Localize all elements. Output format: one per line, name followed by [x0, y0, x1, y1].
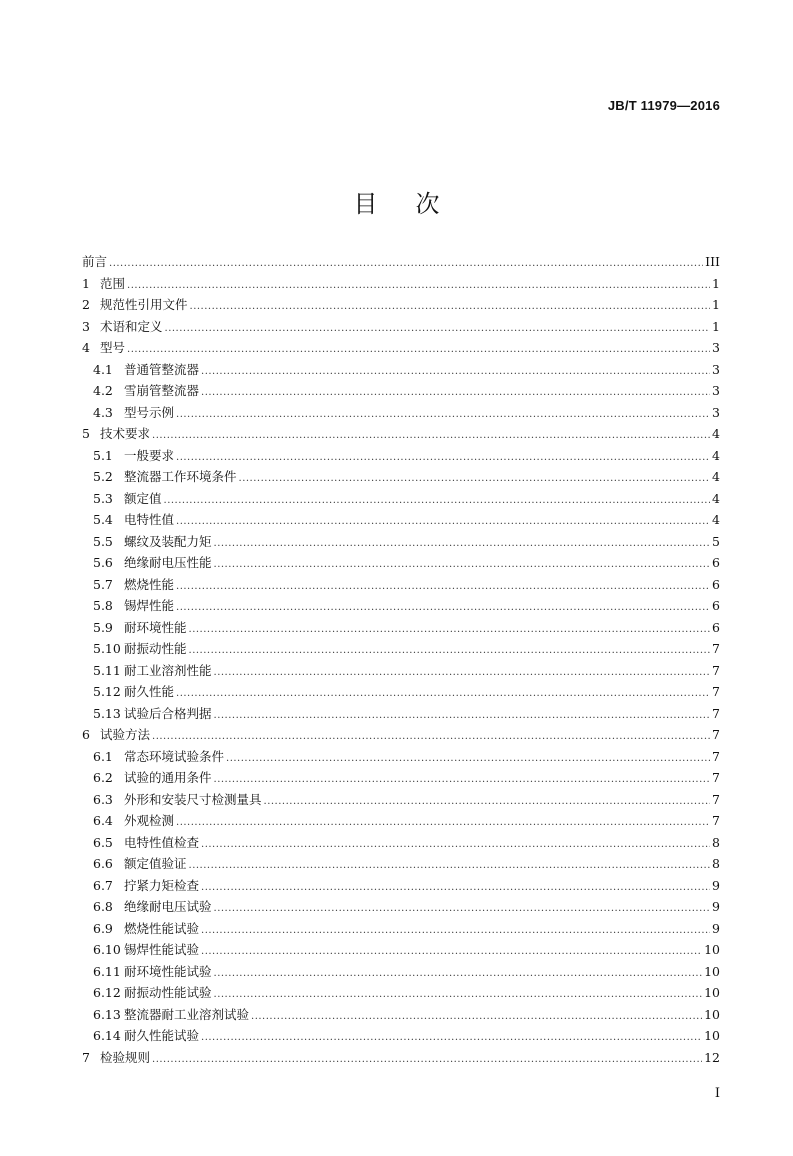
toc-entry-number: 6.4	[93, 813, 113, 828]
toc-entry-number: 6.2	[93, 770, 113, 785]
dot-leader	[189, 855, 710, 877]
dot-leader	[214, 662, 710, 684]
toc-entry-label: 常态环境试验条件	[124, 748, 225, 764]
toc-entry-page: 10	[704, 1028, 720, 1043]
toc-entry[interactable]	[82, 423, 720, 445]
toc-entry-number: 6.1	[93, 748, 113, 764]
toc-entry-number: 5.2	[93, 469, 113, 484]
toc-entry[interactable]	[82, 552, 720, 574]
dot-leader	[251, 1006, 702, 1028]
toc-entry-label: 外形和安装尺寸检测量具	[124, 791, 262, 807]
toc-entry-number: 5.3	[93, 490, 113, 506]
toc-entry[interactable]	[82, 703, 720, 725]
toc-entry-page: 7	[712, 791, 720, 807]
toc-entry-page: 6	[712, 555, 720, 570]
toc-entry-label: 耐久性能	[124, 684, 175, 699]
toc-entry-number: 5.7	[93, 576, 113, 592]
toc-entry-label: 雪崩管整流器	[124, 383, 200, 398]
toc-entry-page: 3	[712, 383, 720, 398]
dot-leader	[152, 726, 710, 748]
toc-entry-page: 12	[704, 1049, 720, 1065]
toc-entry-number: 5.10	[93, 641, 121, 656]
toc-entry-label: 整流器工作环境条件	[124, 469, 237, 484]
toc-entry-number: 5.13	[93, 705, 121, 721]
standard-code: JB/T 11979—2016	[607, 98, 720, 113]
toc-entry-label: 外观检测	[124, 813, 175, 828]
toc-entry[interactable]	[82, 509, 720, 531]
toc-entry-label: 范围	[100, 275, 126, 291]
toc-entry-label: 电特性值	[124, 512, 175, 527]
toc-entry-number: 6.10	[93, 942, 121, 957]
toc-entry-number: 3	[82, 318, 90, 334]
title-char-1: 目	[353, 190, 378, 218]
toc-entry-number: 6	[82, 727, 90, 742]
toc-entry-number: 4.3	[93, 404, 113, 420]
toc-entry-label: 锡焊性能试验	[124, 942, 200, 957]
toc-entry[interactable]	[82, 853, 720, 875]
toc-entry-page: 8	[712, 856, 720, 871]
dot-leader	[201, 834, 710, 856]
toc-entry-page: 4	[712, 512, 720, 527]
toc-entry-number: 5.11	[93, 662, 121, 678]
page-number: I	[714, 1086, 720, 1101]
dot-leader	[201, 877, 710, 899]
title-char-2: 次	[415, 190, 440, 218]
toc-entry-page: 7	[712, 705, 720, 721]
toc-entry-label: 术语和定义	[100, 318, 163, 334]
toc-entry[interactable]	[82, 380, 720, 402]
dot-leader	[214, 705, 710, 727]
toc-entry[interactable]	[82, 746, 720, 768]
dot-leader	[214, 898, 710, 920]
toc-entry[interactable]	[82, 961, 720, 983]
toc-entry-number: 4.1	[93, 361, 113, 377]
toc-entry-label: 技术要求	[100, 426, 151, 441]
toc-entry[interactable]	[82, 724, 720, 746]
toc-entry-number: 6.6	[93, 856, 113, 871]
toc-entry-number: 5.12	[93, 684, 121, 699]
toc-entry-page: 6	[712, 619, 720, 635]
toc-entry-page: 3	[712, 361, 720, 377]
dot-leader	[214, 533, 710, 555]
dot-leader	[189, 640, 710, 662]
toc-entry-number: 6.8	[93, 899, 113, 914]
toc-entry-label: 燃烧性能	[124, 576, 175, 592]
toc-entry-page: 5	[712, 533, 720, 549]
toc-entry[interactable]	[82, 488, 720, 510]
toc-entry[interactable]	[82, 875, 720, 897]
dot-leader	[109, 253, 703, 275]
toc-entry-page: 1	[712, 297, 720, 312]
toc-entry-page: 4	[712, 426, 720, 441]
toc-entry-page: 7	[712, 641, 720, 656]
toc-entry[interactable]	[82, 1047, 720, 1069]
toc-entry-page: 3	[712, 340, 720, 355]
toc-entry-label: 一般要求	[124, 447, 175, 463]
toc-entry-number: 5	[82, 426, 90, 441]
toc-entry-label: 燃烧性能试验	[124, 920, 200, 936]
dot-leader	[190, 296, 710, 318]
toc-entry-label: 型号	[100, 340, 126, 355]
toc-entry-label: 检验规则	[100, 1049, 151, 1065]
toc-entry[interactable]	[82, 1004, 720, 1026]
toc-entry-page: 4	[712, 447, 720, 463]
dot-leader	[176, 812, 710, 834]
toc-entry-page: 7	[712, 662, 720, 678]
toc-entry-label: 前言	[82, 254, 108, 269]
toc-entry-page: 9	[712, 899, 720, 914]
dot-leader	[176, 511, 710, 533]
toc-entry[interactable]	[82, 273, 720, 295]
dot-leader	[214, 984, 703, 1006]
toc-entry-page: 9	[712, 877, 720, 893]
dot-leader	[201, 1027, 702, 1049]
toc-entry-label: 螺纹及装配力矩	[124, 533, 212, 549]
toc-entry-page: 4	[712, 490, 720, 506]
toc-entry-label: 绝缘耐电压试验	[124, 899, 212, 914]
toc-entry[interactable]	[82, 896, 720, 918]
toc-entry-label: 额定值	[124, 490, 162, 506]
toc-entry[interactable]	[82, 251, 720, 273]
dot-leader	[201, 382, 710, 404]
toc-entry-page: 3	[712, 404, 720, 420]
toc-entry[interactable]	[82, 939, 720, 961]
toc-entry-page: 4	[712, 469, 720, 484]
toc-entry-label: 耐环境性能试验	[124, 963, 212, 979]
dot-leader	[226, 748, 710, 770]
toc-entry-number: 6.13	[93, 1006, 121, 1022]
toc-entry-label: 耐振动性能	[124, 641, 187, 656]
dot-leader	[176, 404, 710, 426]
toc-entry-label: 耐工业溶剂性能	[124, 662, 212, 678]
toc-entry-number: 7	[82, 1049, 90, 1065]
toc-entry-page: 10	[704, 963, 720, 979]
dot-leader	[214, 554, 710, 576]
toc-entry-number: 5.1	[93, 447, 113, 463]
toc-entry-number: 6.3	[93, 791, 113, 807]
dot-leader	[239, 468, 710, 490]
toc-entry[interactable]	[82, 982, 720, 1004]
toc-entry[interactable]	[82, 660, 720, 682]
toc-entry[interactable]	[82, 681, 720, 703]
toc-entry[interactable]	[82, 767, 720, 789]
dot-leader	[264, 791, 710, 813]
toc-entry-label: 试验的通用条件	[124, 770, 212, 785]
toc-entry-number: 1	[82, 275, 90, 291]
dot-leader	[164, 490, 710, 512]
dot-leader	[176, 447, 710, 469]
toc-entry-number: 2	[82, 297, 90, 312]
toc-entry-label: 型号示例	[124, 404, 175, 420]
dot-leader	[176, 683, 710, 705]
toc-entry[interactable]	[82, 789, 720, 811]
toc-entry-label: 耐久性能试验	[124, 1028, 200, 1043]
dot-leader	[152, 1049, 702, 1071]
toc-entry-page: 1	[712, 275, 720, 291]
toc-entry-label: 试验后合格判据	[124, 705, 212, 721]
toc-entry[interactable]	[82, 810, 720, 832]
toc-entry-number: 6.12	[93, 985, 121, 1000]
toc-entry-number: 4.2	[93, 383, 113, 398]
toc-entry-page: 7	[712, 748, 720, 764]
dot-leader	[201, 361, 710, 383]
toc-entry-label: 耐环境性能	[124, 619, 187, 635]
toc-entry-number: 6.5	[93, 834, 113, 850]
toc-entry[interactable]	[82, 617, 720, 639]
toc-entry-page: 7	[712, 770, 720, 785]
toc-entry-page: 9	[712, 920, 720, 936]
toc-entry[interactable]	[82, 359, 720, 381]
toc-entry-number: 5.9	[93, 619, 113, 635]
toc-entry[interactable]	[82, 918, 720, 940]
toc-entry[interactable]	[82, 595, 720, 617]
toc-entry-label: 额定值验证	[124, 856, 187, 871]
toc-entry[interactable]	[82, 445, 720, 467]
toc-entry-number: 5.4	[93, 512, 113, 527]
toc-entry-label: 绝缘耐电压性能	[124, 555, 212, 570]
dot-leader	[176, 576, 710, 598]
toc-entry-label: 整流器耐工业溶剂试验	[124, 1006, 250, 1022]
dot-leader	[165, 318, 710, 340]
toc-entry-page: 6	[712, 598, 720, 613]
toc-entry-page: III	[705, 254, 720, 269]
dot-leader	[201, 920, 710, 942]
toc-entry[interactable]	[82, 832, 720, 854]
toc-entry-page: 7	[712, 684, 720, 699]
toc-entry-number: 6.9	[93, 920, 113, 936]
toc-entry-page: 8	[712, 834, 720, 850]
toc-entry[interactable]	[82, 531, 720, 553]
toc-entry-number: 5.6	[93, 555, 113, 570]
toc-entry-label: 规范性引用文件	[100, 297, 188, 312]
toc-entry-label: 试验方法	[100, 727, 151, 742]
toc-entry-page: 10	[704, 1006, 720, 1022]
toc-entry-number: 6.11	[93, 963, 121, 979]
page-title	[0, 184, 793, 219]
toc-entry-page: 10	[704, 985, 720, 1000]
toc-entry[interactable]	[82, 1025, 720, 1047]
toc-entry[interactable]	[82, 337, 720, 359]
dot-leader	[152, 425, 710, 447]
table-of-contents	[82, 251, 720, 1068]
dot-leader	[189, 619, 710, 641]
toc-entry-page: 6	[712, 576, 720, 592]
toc-entry[interactable]	[82, 466, 720, 488]
toc-entry-label: 拧紧力矩检查	[124, 877, 200, 893]
toc-entry-page: 7	[712, 727, 720, 742]
toc-entry[interactable]	[82, 316, 720, 338]
toc-entry-number: 5.5	[93, 533, 113, 549]
dot-leader	[127, 339, 710, 361]
toc-entry-number: 4	[82, 340, 90, 355]
toc-entry[interactable]	[82, 294, 720, 316]
toc-entry-label: 普通管整流器	[124, 361, 200, 377]
toc-entry-number: 6.7	[93, 877, 113, 893]
toc-entry[interactable]	[82, 574, 720, 596]
dot-leader	[127, 275, 710, 297]
toc-entry-page: 1	[712, 318, 720, 334]
toc-entry-label: 锡焊性能	[124, 598, 175, 613]
toc-entry-page: 10	[704, 942, 720, 957]
toc-entry-page: 7	[712, 813, 720, 828]
toc-entry-label: 电特性值检查	[124, 834, 200, 850]
toc-entry-number: 6.14	[93, 1028, 121, 1043]
toc-entry-label: 耐振动性能试验	[124, 985, 212, 1000]
dot-leader	[201, 941, 702, 963]
dot-leader	[214, 963, 703, 985]
dot-leader	[176, 597, 710, 619]
toc-entry[interactable]	[82, 638, 720, 660]
toc-entry-number: 5.8	[93, 598, 113, 613]
toc-entry[interactable]	[82, 402, 720, 424]
dot-leader	[214, 769, 710, 791]
